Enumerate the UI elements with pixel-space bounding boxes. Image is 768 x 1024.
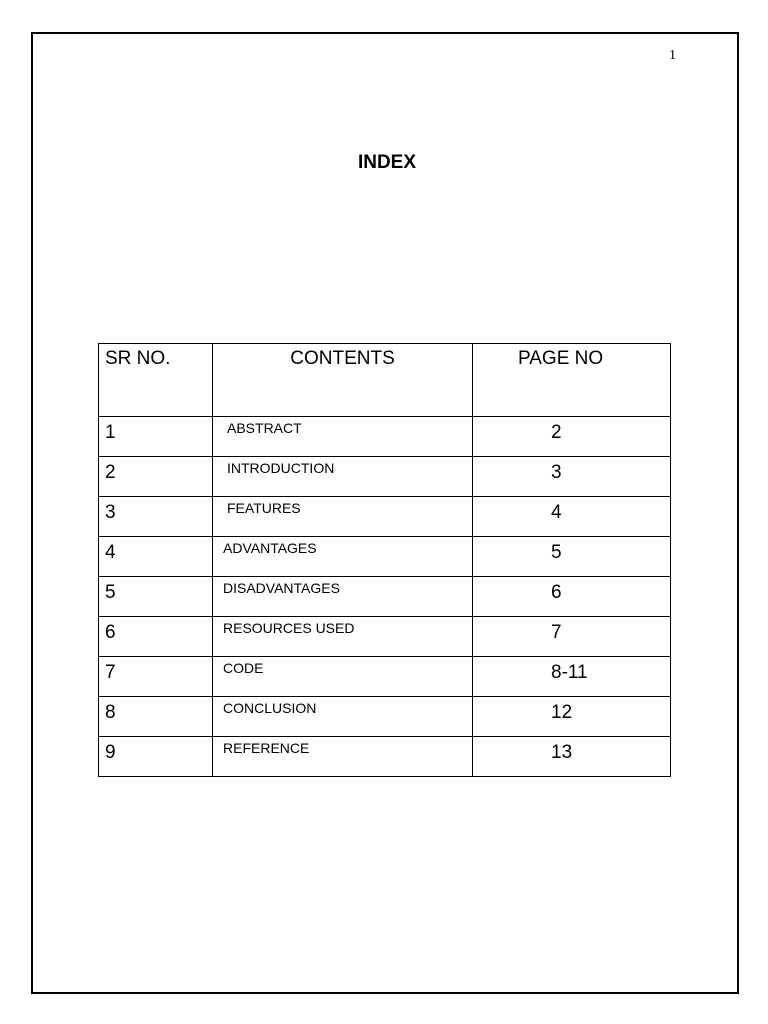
header-page-no: PAGE NO [473,344,671,417]
table-row [99,417,671,457]
table-row [99,537,671,577]
table-row [99,497,671,537]
row-page-no: 8-11 [473,657,671,697]
row-page-no: 4 [473,497,671,537]
row-page-no: 13 [473,737,671,777]
row-sr-no: 4 [99,537,213,577]
index-table [98,343,671,777]
row-page-no: 2 [473,417,671,457]
row-content: DISADVANTAGES [213,577,473,617]
row-content: CODE [213,657,473,697]
row-sr-no: 1 [99,417,213,457]
row-content: ABSTRACT [213,417,473,457]
row-sr-no: 8 [99,697,213,737]
table-row [99,617,671,657]
table-row [99,737,671,777]
row-sr-no: 3 [99,497,213,537]
header-contents: CONTENTS [213,344,473,417]
table-row [99,577,671,617]
table-header-row [99,344,671,417]
row-page-no: 7 [473,617,671,657]
row-sr-no: 5 [99,577,213,617]
page-number: 1 [669,48,676,63]
page-title: INDEX [357,152,417,173]
row-page-no: 6 [473,577,671,617]
row-content: FEATURES [213,497,473,537]
row-content: REFERENCE [213,737,473,777]
row-content: CONCLUSION [213,697,473,737]
table-row [99,657,671,697]
row-content: INTRODUCTION [213,457,473,497]
table-row [99,697,671,737]
row-sr-no: 7 [99,657,213,697]
row-page-no: 3 [473,457,671,497]
row-content: ADVANTAGES [213,537,473,577]
row-page-no: 5 [473,537,671,577]
row-sr-no: 2 [99,457,213,497]
row-content: RESOURCES USED [213,617,473,657]
table-row [99,457,671,497]
header-sr-no: SR NO. [99,344,213,417]
row-page-no: 12 [473,697,671,737]
row-sr-no: 9 [99,737,213,777]
row-sr-no: 6 [99,617,213,657]
